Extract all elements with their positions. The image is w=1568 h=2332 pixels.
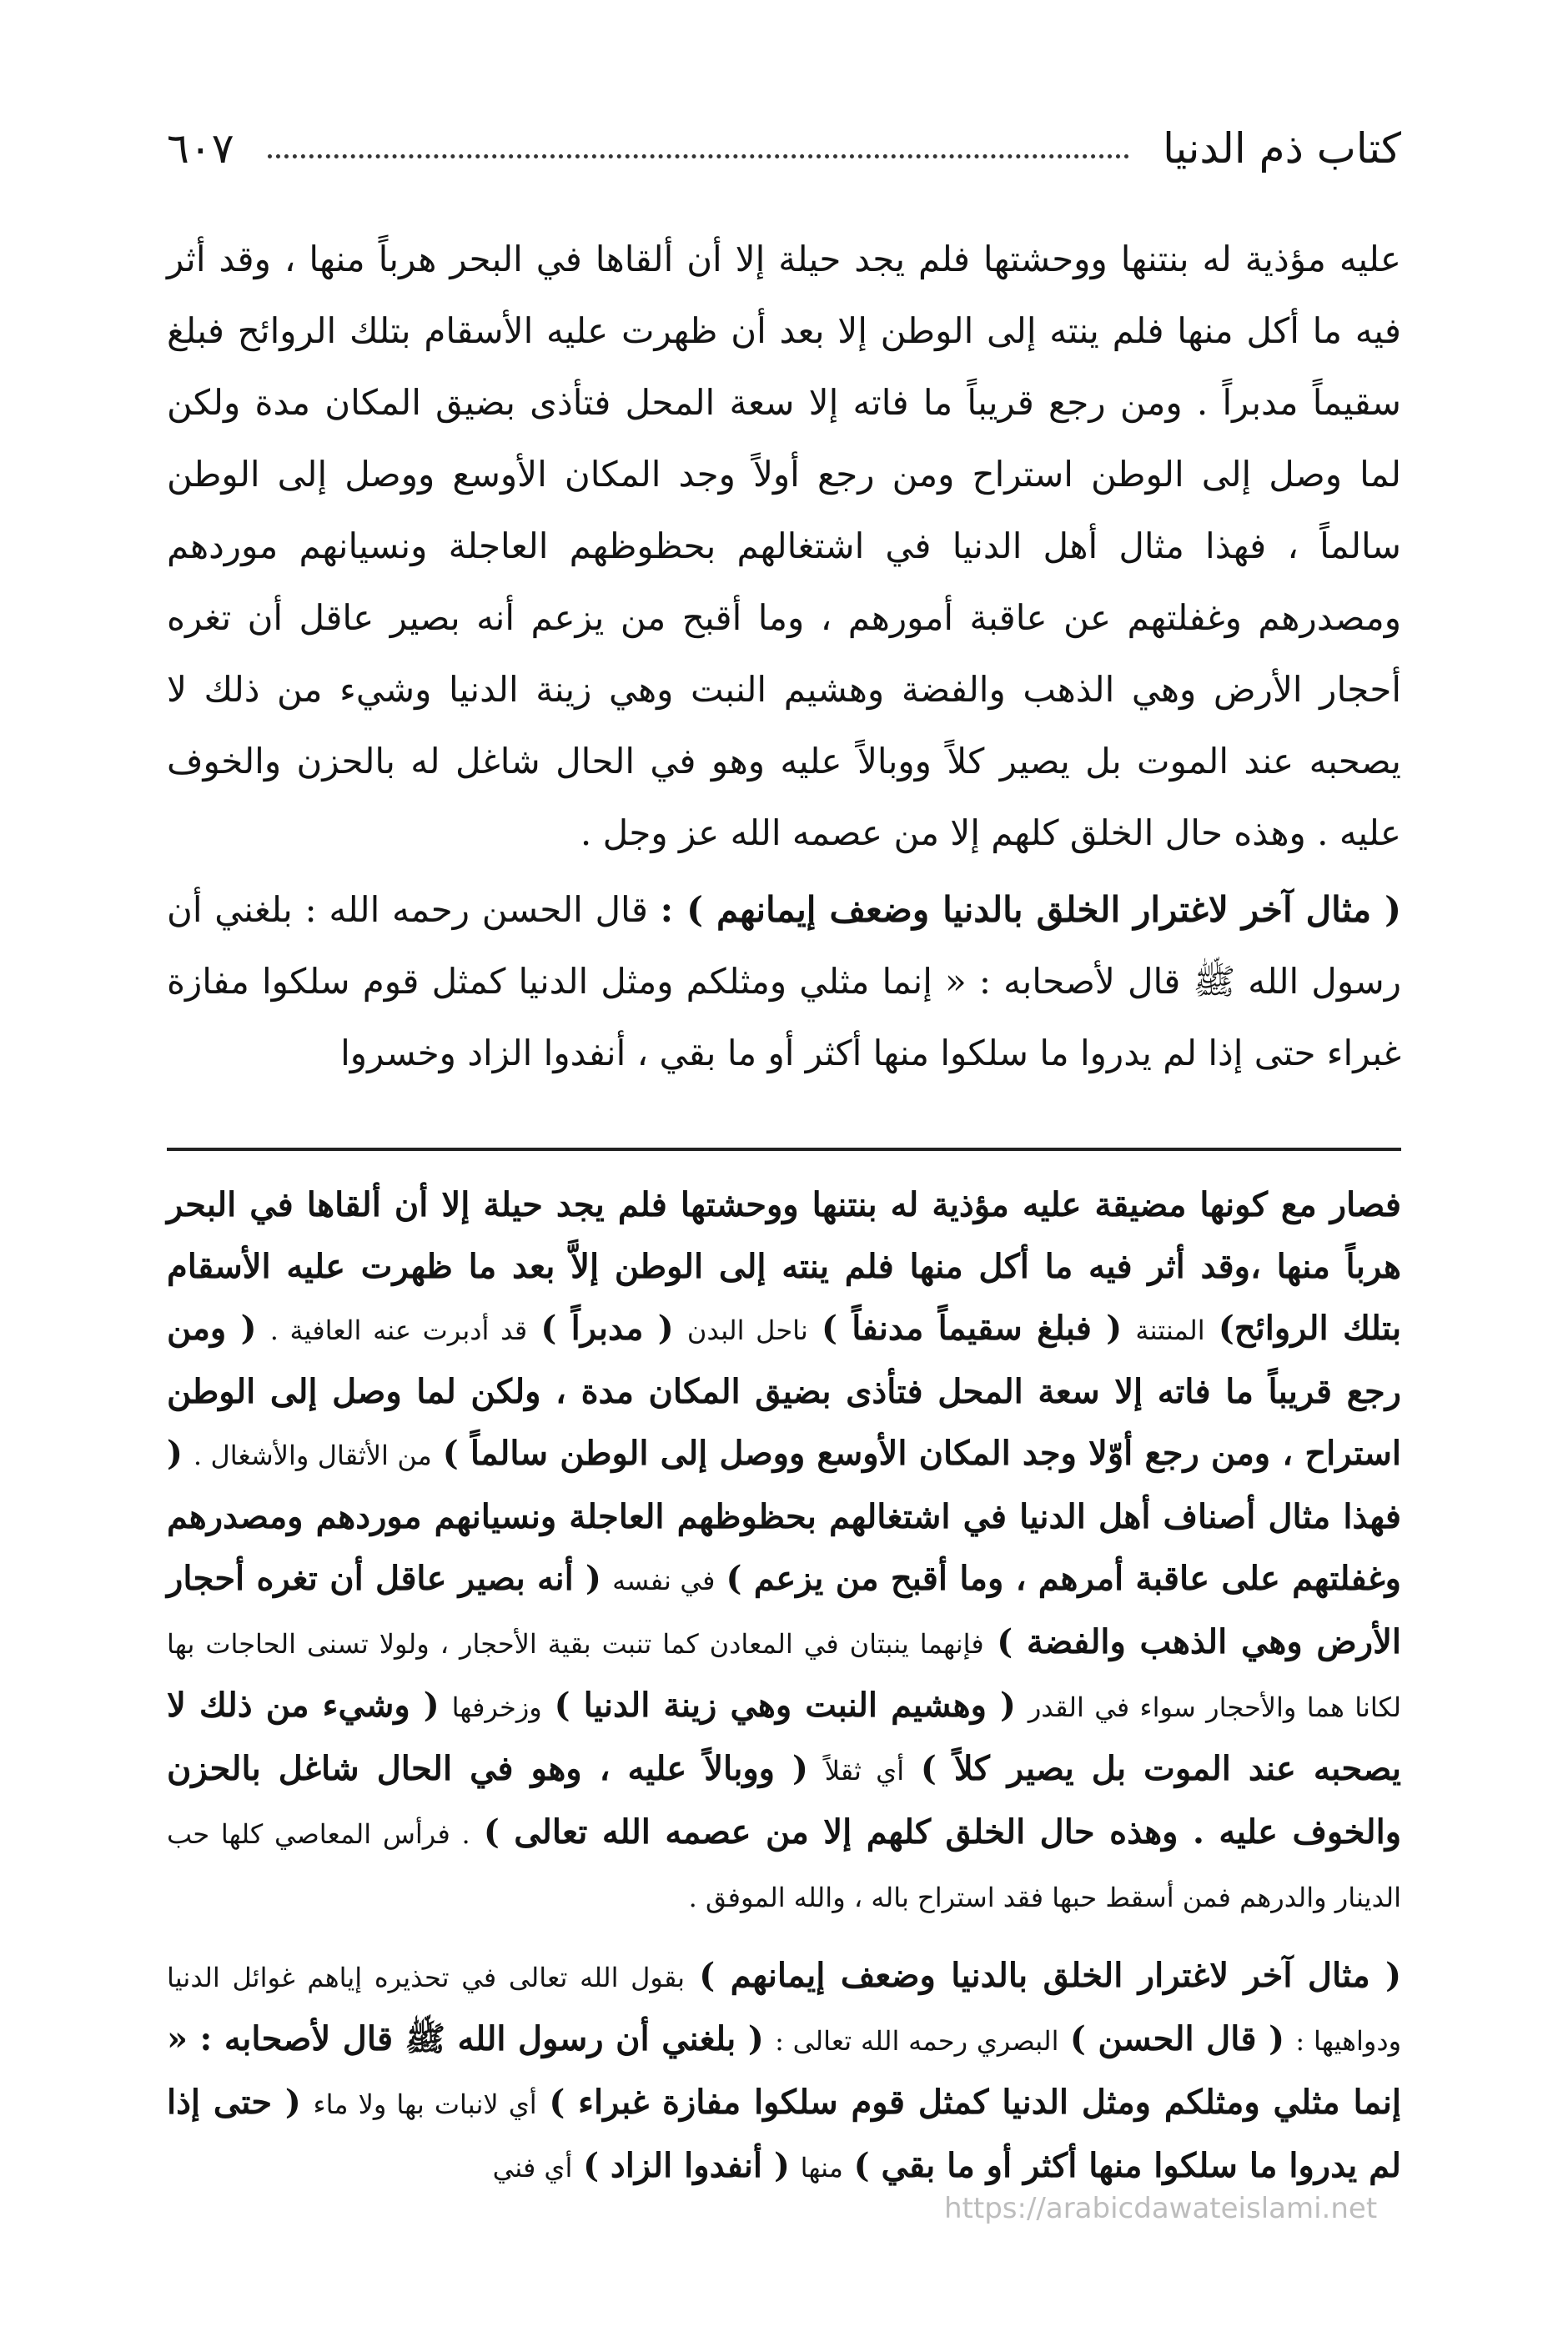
quoted-text: ( وشيء من ذلك لا يصحبه عند الموت بل يصير كلاً ) bbox=[167, 1686, 1402, 1788]
main-paragraph: عليه مؤذية له بنتنها ووحشتها فلم يجد حيلة إلا أن ألقاها في البحر هرباً منها ، وقد أثر فيه ما أكل منها فلم ينته إلى الوطن إلا بعد أن ظهرت عليه الأسقام بتلك الروائح فبلغ سقيماً مدبراً . ومن رجع قريباً ما فاته إلا سعة المحل فتأذى بضيق المكان مدة ولكن لما وصل إلى الوطن استراح ومن رجع أولاً وجد المكان الأوسع ووصل إلى الوطن سالماً ، فهذا مثال أهل الدنيا في اشتغالهم بحظوظهم العاجلة ونسيانهم موردهم ومصدرهم وغفلتهم عن عاقبة أمورهم ، وما أقبح من يزعم أنه بصير عاقل أن تغره أحجار الأرض وهي الذهب والفضة وهشيم النبت وهي زينة الدنيا وشيء من ذلك لا يصحبه عند الموت بل يصير كلاً ووبالاً عليه وهو في الحال شاغل له بالحزن والخوف عليه . وهذه حال الخلق كلهم إلا من عصمه الله عز وجل . bbox=[167, 239, 1401, 853]
explanation-text: بقول الله تعالى في تحذيره إياهم غوائل الدنيا ودواهيها : bbox=[167, 1962, 1402, 2057]
footnote-divider bbox=[167, 1148, 1401, 1151]
page-number: ٦٠٧ bbox=[167, 124, 234, 173]
quoted-text: ( ومن رجع قريباً ما فاته إلا سعة المحل فتأذى بضيق المكان مدة ، ولكن لما وصل إلى الوطن استراح ، ومن رجع أوّلا وجد المكان الأوسع ووصل إلى الوطن سالماً ) bbox=[167, 1309, 1402, 1473]
header-dotted-leader bbox=[268, 154, 1130, 158]
commentary-paragraph bbox=[167, 1945, 1401, 2199]
section-heading: ( مثال آخر لاغترار الخلق بالدنيا وضعف إيمانهم ) : bbox=[660, 889, 1401, 930]
explanation-text: فإنهما ينبتان في المعادن كما تنبت بقية الأحجار ، ولولا تسنى الحاجات بها لكانا هما والأحجار سواء في القدر bbox=[167, 1628, 1402, 1723]
quoted-text: ( أنه بصير عاقل أن تغره أحجار الأرض وهي الذهب والفضة ) bbox=[167, 1559, 1402, 1661]
explanation-text: أي فني bbox=[492, 2152, 573, 2184]
explanation-text: البصري رحمه الله تعالى : bbox=[775, 2025, 1059, 2057]
quoted-text: ( بلغني أن رسول الله ﷺ قال لأصحابه : « إنما مثلي ومثلكم ومثل الدنيا كمثل قوم سلكوا مفازة غبراء ) bbox=[167, 2019, 1402, 2122]
explanation-text: قد أدبرت عنه العافية . bbox=[269, 1314, 528, 1346]
commentary-text bbox=[167, 1174, 1401, 2199]
explanation-text: . فرأس المعاصي كلها حب الدينار والدرهم فمن أسقط حبها فقد استراح باله ، والله الموفق . bbox=[167, 1818, 1401, 1913]
book-title: كتاب ذم الدنيا bbox=[1163, 124, 1401, 173]
quoted-text: ( قال الحسن ) bbox=[1069, 2019, 1285, 2058]
quoted-text: ( مدبراً ) bbox=[540, 1309, 674, 1348]
explanation-text: أي لانبات بها ولا ماء bbox=[313, 2088, 537, 2120]
explanation-text: في نفسه bbox=[612, 1565, 716, 1596]
explanation-text: المنتنة bbox=[1135, 1314, 1205, 1346]
quoted-text: ( ووبالاً عليه ، وهو في الحال شاغل بالحزن والخوف عليه . وهذه حال الخلق كلهم إلا من عصمه الله تعالى ) bbox=[167, 1749, 1402, 1852]
watermark-url: https://arabicdawateislami.net bbox=[944, 2192, 1378, 2225]
page-header bbox=[167, 115, 1401, 182]
explanation-text: وزخرفها bbox=[451, 1691, 542, 1723]
quoted-text: ( وهشيم النبت وهي زينة الدنيا ) bbox=[554, 1686, 1016, 1725]
main-text bbox=[167, 224, 1401, 1089]
quoted-text: ( فهذا مثال أصناف أهل الدنيا في اشتغالهم بحظوظهم العاجلة ونسيانهم موردهم ومصدرهم وغفلتهم على عاقبة أمرهم ، وما أقبح من يزعم ) bbox=[167, 1434, 1401, 1598]
explanation-text: أي ثقلاً bbox=[824, 1755, 905, 1787]
quoted-text: ( فبلغ سقيماً مدنفاً ) bbox=[822, 1309, 1123, 1348]
explanation-text: منها bbox=[800, 2152, 843, 2184]
quoted-text: فصار مع كونها مضيقة عليه مؤذية له بنتنها ووحشتها فلم يجد حيلة إلا أن ألقاها في البحر هرباً منها ،وقد أثر فيه ما أكل منها فلم ينته إلى الوطن إلاَّ بعد ما ظهرت عليه الأسقام بتلك الروائح) bbox=[167, 1185, 1402, 1348]
quoted-text: ( حتى إذا لم يدروا ما سلكوا منها أكثر أو ما بقي ) bbox=[167, 2083, 1401, 2185]
main-paragraph bbox=[167, 874, 1401, 1089]
commentary-paragraph bbox=[167, 1174, 1401, 1928]
explanation-text: ناحل البدن bbox=[686, 1314, 808, 1346]
hadith-text: قال الحسن رحمه الله : بلغني أن رسول الله ﷺ قال لأصحابه : « إنما مثلي ومثلكم ومثل الدنيا كمثل قوم سلكوا مفازة غبراء حتى إذا لم يدروا ما سلكوا منها أكثر أو ما بقي ، أنفدوا الزاد وخسروا bbox=[167, 889, 1401, 1073]
explanation-text: من الأثقال والأشغال . bbox=[193, 1440, 432, 1471]
quoted-text: ( أنفدوا الزاد ) bbox=[583, 2146, 790, 2185]
section-heading: ( مثال آخر لاغترار الخلق بالدنيا وضعف إيمانهم ) bbox=[699, 1956, 1401, 1995]
